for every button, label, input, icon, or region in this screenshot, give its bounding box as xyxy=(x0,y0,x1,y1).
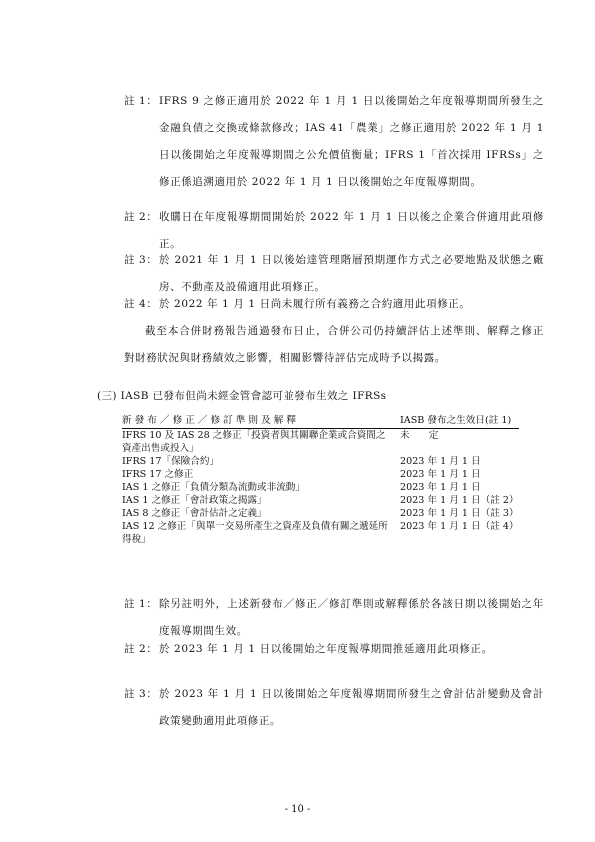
date-cell: 2023 年 1 月 1 日 xyxy=(400,469,481,480)
table-row xyxy=(122,455,519,468)
date-cell: 2023 年 1 月 1 日 xyxy=(400,456,481,467)
assessment-paragraph: 截至本合併財務報告通過發布日止，合併公司仍持續評估上述準則、解釋之修正對財務狀況與財務績效之影響，相關影響待評估完成時予以揭露。 xyxy=(124,325,544,364)
date-cell: 2023 年 1 月 1 日（註 4） xyxy=(400,521,519,532)
table-row xyxy=(122,520,519,546)
note-label: 註 3： xyxy=(124,254,158,266)
date-cell: 2023 年 1 月 1 日 xyxy=(400,482,481,493)
standard-cell: IFRS 17「保險合約」 xyxy=(122,456,220,467)
table-row xyxy=(122,468,519,481)
bottom-note-2 xyxy=(124,636,544,663)
note-text: 收購日在年度報導期間開始於 2022 年 1 月 1 日以後之企業合併適用此項修正。 xyxy=(159,211,544,250)
standard-cell: IAS 8 之修正「會計估計之定義」 xyxy=(122,508,267,519)
note-text: IFRS 9 之修正適用於 2022 年 1 月 1 日以後開始之年度報導期間所發生之金融負債之交換或條款修改；IAS 41「農業」之修正適用於 2022 年 1 月 1 日以後開始之年度報導期間之公允價值衡量；IFRS 1「首次採用 IFRSs」之修正係追溯適用於 2022 年 1 月 1 日以後開始之年度報導期間。 xyxy=(159,95,544,188)
col-header-effective-date: IASB 發布之生效日(註 1) xyxy=(394,414,519,429)
note-label: 註 3： xyxy=(124,688,158,700)
note-text: 於 2021 年 1 月 1 日以後始達管理階層預期運作方式之必要地點及狀態之廠房、不動產及設備適用此項修正。 xyxy=(159,254,544,293)
top-note-4 xyxy=(124,291,544,318)
note-text: 於 2023 年 1 月 1 日以後開始之年度報導期間所發生之會計估計變動及會計政策變動適用此項修正。 xyxy=(159,688,544,727)
table-row xyxy=(122,429,519,456)
top-note-1 xyxy=(124,88,544,196)
note-label: 註 1： xyxy=(124,598,158,610)
standard-cell: IAS 1 之修正「負債分類為流動或非流動」 xyxy=(122,482,305,493)
page-number: - 10 - xyxy=(284,804,311,815)
note-text: 於 2023 年 1 月 1 日以後開始之年度報導期間推延適用此項修正。 xyxy=(159,643,493,655)
date-cell: 2023 年 1 月 1 日（註 2） xyxy=(400,495,519,506)
date-cell: 2023 年 1 月 1 日（註 3） xyxy=(400,508,519,519)
standard-cell: IAS 12 之修正「與單一交易所產生之資產及負債有關之遞延所得稅」 xyxy=(122,521,388,545)
note-text: 除另註明外，上述新發布／修正／修訂準則或解釋係於各該日期以後開始之年度報導期間生效。 xyxy=(159,598,544,637)
table-header-row xyxy=(122,414,519,429)
note-label: 註 4： xyxy=(124,298,158,310)
note-label: 註 1： xyxy=(124,95,158,107)
date-cell: 未 定 xyxy=(400,430,439,441)
note-text: 於 2022 年 1 月 1 日尚未履行所有義務之合約適用此項修正。 xyxy=(159,298,471,310)
standard-cell: IFRS 10 及 IAS 28 之修正「投資者與其關聯企業或合資間之資產出售或投入」 xyxy=(122,430,386,454)
table-row xyxy=(122,481,519,494)
standards-table xyxy=(122,414,519,546)
note-label: 註 2： xyxy=(124,643,158,655)
section-title: (三) IASB 已發布但尚未經金管會認可並發布生效之 IFRSs xyxy=(97,390,387,402)
bottom-note-3 xyxy=(124,681,544,735)
table-row xyxy=(122,507,519,520)
standard-cell: IFRS 17 之修正 xyxy=(122,469,194,480)
table-row xyxy=(122,494,519,507)
note-label: 註 2： xyxy=(124,211,158,223)
standard-cell: IAS 1 之修正「會計政策之揭露」 xyxy=(122,495,267,506)
col-header-standard: 新 發 布 ／ 修 正 ／ 修 訂 準 則 及 解 釋 xyxy=(122,414,394,429)
